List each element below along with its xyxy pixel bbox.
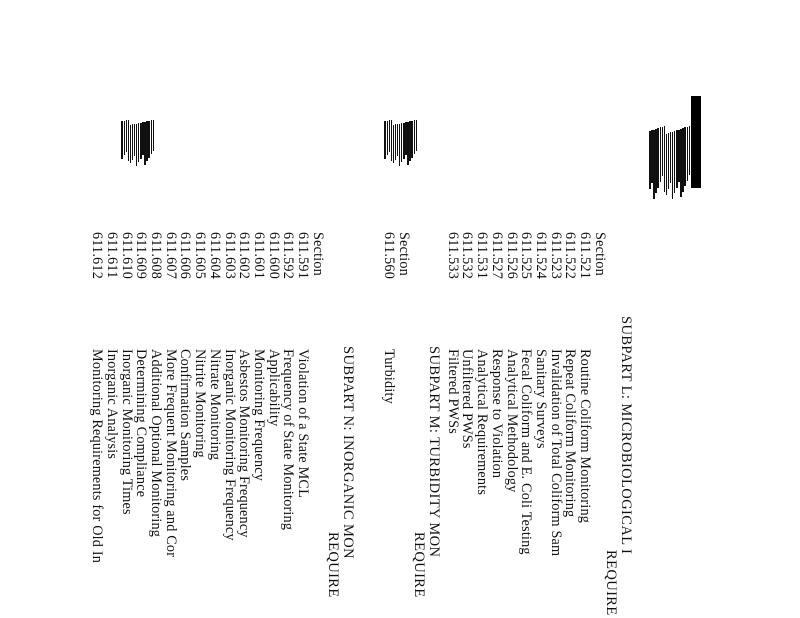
- subpart-l-section-number: 611.521: [577, 232, 593, 279]
- barcode-mark-bottom: [121, 120, 154, 164]
- subpart-l-section-titles: [445, 349, 592, 556]
- barcode-stripe: [649, 131, 650, 189]
- subpart-n-section-title: Additional Optional Monitoring: [148, 349, 165, 538]
- subpart-l-section-label: Section: [592, 232, 608, 276]
- subpart-n-section-number: 611.609: [133, 232, 150, 279]
- subpart-n-section-number: 611.604: [206, 232, 223, 279]
- scan-registration-mark: [691, 96, 701, 188]
- subpart-n-section-title: Inorganic Monitoring Frequency: [221, 349, 238, 541]
- subpart-l-section-title: Fecal Coliform and E. Coli Testing: [518, 349, 535, 555]
- subpart-n-section-number: 611.601: [250, 232, 267, 279]
- subpart-l-section-title: Sanitary Surveys: [532, 349, 549, 449]
- barcode-stripe: [651, 130, 652, 183]
- subpart-l-section-title: Repeat Coliform Monitoring: [562, 349, 579, 518]
- subpart-n-section-number: 611.600: [265, 232, 282, 279]
- subpart-l-section-number: 611.522: [562, 232, 579, 279]
- subpart-n-section-number: 611.602: [236, 232, 253, 279]
- barcode-stripe: [672, 132, 673, 199]
- subpart-n-section-title: Confirmation Samples: [177, 349, 194, 482]
- subpart-l-heading-cont: REQUIRE: [603, 550, 620, 616]
- barcode-stripe: [126, 120, 127, 151]
- barcode-stripe: [674, 131, 675, 193]
- subpart-n-section-number: 611.612: [89, 232, 106, 279]
- subpart-l-section-title: Filtered PWSs: [444, 349, 461, 434]
- subpart-n-section-title: Nitrite Monitoring: [192, 349, 209, 458]
- subpart-n-section-number: 611.607: [162, 232, 179, 279]
- barcode-stripe: [666, 134, 667, 195]
- subpart-n-section-title: Applicability: [265, 349, 282, 427]
- subpart-l-section-number: 611.532: [459, 232, 476, 279]
- barcode-stripe: [148, 121, 149, 158]
- barcode-stripe: [403, 123, 404, 159]
- barcode-stripe: [664, 126, 665, 192]
- subpart-l-heading-text: SUBPART L: MICROBIOLOGICAL I: [618, 316, 634, 555]
- barcode-stripe: [130, 125, 131, 163]
- subpart-l-section-number: 611.524: [532, 232, 549, 279]
- barcode-stripe: [653, 130, 654, 199]
- subpart-l-section-title: Analytical Methodology: [503, 349, 520, 493]
- barcode-stripe: [393, 125, 394, 163]
- barcode-stripe: [144, 122, 145, 165]
- subpart-l-section-title: Routine Coliform Monitoring: [577, 349, 593, 524]
- barcode-stripe: [146, 121, 147, 161]
- subpart-n-section-title: Determining Compliance: [133, 349, 150, 498]
- subpart-l-section-numbers: [445, 232, 592, 279]
- barcode-stripe: [407, 122, 408, 165]
- barcode-stripe: [395, 124, 396, 159]
- subpart-n-section-number: 611.605: [192, 232, 209, 279]
- barcode-stripe: [405, 122, 406, 155]
- barcode-stripe: [662, 127, 663, 177]
- barcode-stripe: [151, 120, 152, 154]
- barcode-stripe: [397, 124, 398, 156]
- barcode-stripe: [132, 124, 133, 159]
- subpart-l-section-title: Unfiltered PWSs: [459, 349, 476, 449]
- barcode-stripe: [411, 121, 412, 158]
- subpart-n-section-title: Asbestos Monitoring Frequency: [236, 349, 253, 538]
- barcode-stripe: [416, 120, 417, 151]
- barcode-stripe: [140, 123, 141, 159]
- subpart-l-section-number: 611.527: [488, 232, 505, 279]
- subpart-n-section-titles: [90, 349, 310, 563]
- barcode-stripe: [660, 127, 661, 182]
- subpart-n-section-number: 611.608: [148, 232, 165, 279]
- subpart-n-section-title: Inorganic Analysis: [104, 349, 121, 460]
- subpart-n-section-number: 611.603: [221, 232, 238, 279]
- barcode-stripe: [657, 128, 658, 188]
- barcode-stripe: [676, 130, 677, 187]
- subpart-l-section-number: 611.531: [474, 232, 491, 279]
- subpart-n-section-title: Nitrate Monitoring: [206, 349, 223, 461]
- subpart-m-section-titles: [381, 349, 396, 404]
- barcode-stripe: [689, 126, 690, 175]
- subpart-m-section-title: Turbidity: [381, 349, 397, 404]
- subpart-l-section-number: 611.523: [547, 232, 564, 279]
- subpart-m-heading: [412, 346, 441, 598]
- barcode-stripe: [121, 121, 122, 158]
- barcode-stripe: [680, 129, 681, 198]
- subpart-n-section-title: Monitoring Requirements for Old In: [89, 349, 106, 564]
- subpart-n-heading-cont: REQUIRE: [325, 532, 342, 598]
- subpart-n-section-number: 611.610: [118, 232, 135, 279]
- subpart-n-section-title: Inorganic Monitoring Times: [118, 349, 135, 515]
- subpart-n-section-title: Violation of a State MCL: [295, 349, 311, 498]
- barcode-stripe: [687, 127, 688, 181]
- subpart-n-section-number: 611.591: [295, 232, 311, 279]
- barcode-stripe: [136, 124, 137, 166]
- barcode-mark-middle: [384, 120, 417, 164]
- barcode-stripe: [124, 121, 125, 155]
- subpart-m-section-number: 611.560: [381, 232, 397, 279]
- subpart-n-section-number: 611.606: [177, 232, 194, 279]
- barcode-stripe: [399, 124, 400, 166]
- subpart-n-section-number: 611.611: [104, 232, 121, 279]
- subpart-n-section-title: Monitoring Frequency: [250, 349, 267, 482]
- barcode-stripe: [682, 128, 683, 192]
- subpart-m-section-numbers: [381, 232, 396, 279]
- barcode-stripe: [387, 121, 388, 155]
- subpart-n-section-number: 611.592: [280, 232, 297, 279]
- barcode-stripe: [153, 120, 154, 151]
- subpart-l-section-number: 611.526: [503, 232, 520, 279]
- barcode-stripe: [668, 133, 669, 189]
- subpart-n-heading-text: SUBPART N: INORGANIC MON: [340, 346, 356, 559]
- barcode-stripe: [391, 120, 392, 161]
- subpart-n-section-numbers: [90, 232, 310, 279]
- barcode-stripe: [678, 130, 679, 183]
- barcode-stripe: [134, 124, 135, 156]
- subpart-l-section-number: 611.533: [444, 232, 461, 279]
- barcode-mark-top: [648, 126, 690, 196]
- barcode-stripe: [414, 120, 415, 154]
- barcode-stripe: [138, 123, 139, 162]
- subpart-l-section-number: 611.525: [518, 232, 535, 279]
- subpart-n-section-title: More Frequent Monitoring and Cor: [162, 349, 179, 558]
- barcode-stripe: [142, 122, 143, 155]
- subpart-l-section-title: Response to Violation: [488, 349, 505, 479]
- barcode-stripe: [401, 123, 402, 162]
- subpart-m-heading-text: SUBPART M: TURBIDITY MON: [426, 346, 442, 558]
- subpart-l-section-title: Invalidation of Total Coliform Sam: [547, 349, 564, 557]
- subpart-n-section-title: Frequency of State Monitoring: [280, 349, 297, 531]
- barcode-stripe: [655, 129, 656, 193]
- barcode-stripe: [128, 120, 129, 161]
- subpart-n-heading: [326, 346, 355, 598]
- subpart-n-section-label: Section: [310, 232, 326, 276]
- barcode-stripe: [384, 121, 385, 158]
- subpart-m-section-label: Section: [396, 232, 412, 276]
- subpart-m-heading-cont: REQUIRE: [411, 532, 428, 598]
- barcode-stripe: [409, 121, 410, 161]
- barcode-stripe: [684, 127, 685, 186]
- barcode-stripe: [670, 132, 671, 183]
- subpart-l-heading: [604, 316, 633, 616]
- barcode-stripe: [389, 120, 390, 151]
- subpart-l-section-title: Analytical Requirements: [474, 349, 491, 496]
